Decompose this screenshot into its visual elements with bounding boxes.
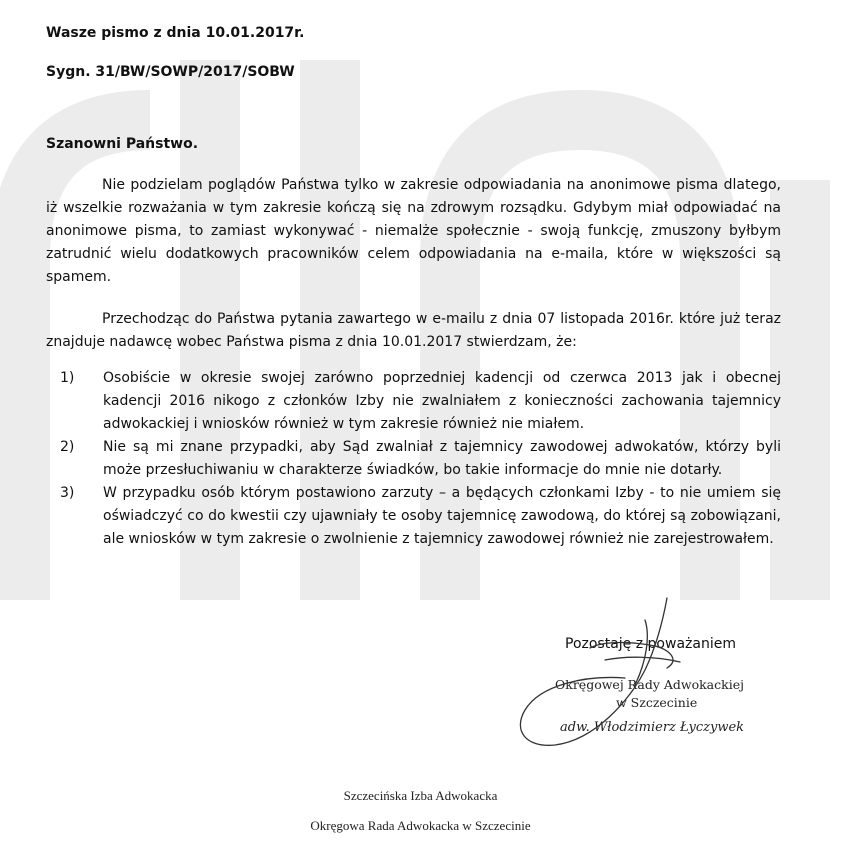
footer-council-name: Okręgowa Rada Adwokacka w Szczecinie — [310, 818, 531, 833]
list-item — [60, 367, 781, 436]
list-item-number: 1) — [60, 370, 75, 386]
list-item — [60, 436, 781, 482]
reference-case-number: Sygn. 31/BW/SOWP/2017/SOBW — [46, 64, 295, 80]
paragraph-2: Przechodząc do Państwa pytania zawartego w e-mailu z dnia 07 listopada 2016r. które już teraz znajduje nadawcę wobec Państwa pisma z dnia 10.01.2017 stwierdzam, że: — [46, 311, 781, 350]
stamp-line-1: Okręgowej Rady Adwokackiej — [555, 677, 744, 692]
list-item-number: 3) — [60, 485, 75, 501]
salutation: Szanowni Państwo. — [46, 136, 199, 152]
list-item-number: 2) — [60, 439, 75, 455]
closing-phrase: Pozostaję z poważaniem — [565, 636, 736, 652]
footer-chamber-name: Szczecińska Izba Adwokacka — [343, 788, 498, 803]
stamp-line-2: w Szczecinie — [616, 695, 698, 710]
numbered-list — [60, 367, 781, 551]
name-stamp — [550, 660, 780, 740]
list-item-text: Osobiście w okresie swojej zarówno poprzedniej kadencji od czerwca 2013 jak i obecnej kadencji 2016 nikogo z członków Izby nie zwalniałem z konieczności zachowania tajemnicy adwokackiej i wniosków również w tym zakresie również nie miałem. — [103, 370, 781, 432]
stamp-name: adw. Włodzimierz Łyczywek — [560, 720, 745, 735]
list-item-text: Nie są mi znane przypadki, aby Sąd zwalniał z tajemnicy zawodowej adwokatów, którzy byli może przesłuchiwaniu w charakterze świadków, bo takie informacje do mnie nie dotarły. — [103, 439, 781, 478]
reference-letter-date: Wasze pismo z dnia 10.01.2017r. — [46, 25, 305, 41]
list-item-text: W przypadku osób którym postawiono zarzuty – a będących członkami Izby - to nie umiem się oświadczyć co do kwestii czy ujawniały te osoby tajemnicę zawodową, do której są zobowiązani, ale wniosków w tym zakresie o zwolnienie z tajemnicy zawodowej również nie zarejestrowałem. — [103, 485, 781, 547]
paragraph-1: Nie podzielam poglądów Państwa tylko w zakresie odpowiadania na anonimowe pisma dlatego, iż wszelkie rozważania w tym zakresie kończą się na zdrowym rozsądku. Gdybym miał odpowiadać na anonimowe pisma, to zamiast wykonywać - niemalże społecznie - swoją funkcję, zmuszony byłbym zatrudnić wielu dodatkowych pracowników celem odpowiadania na e-maila, które w większości są spamem. — [46, 177, 781, 285]
list-item — [60, 482, 781, 551]
